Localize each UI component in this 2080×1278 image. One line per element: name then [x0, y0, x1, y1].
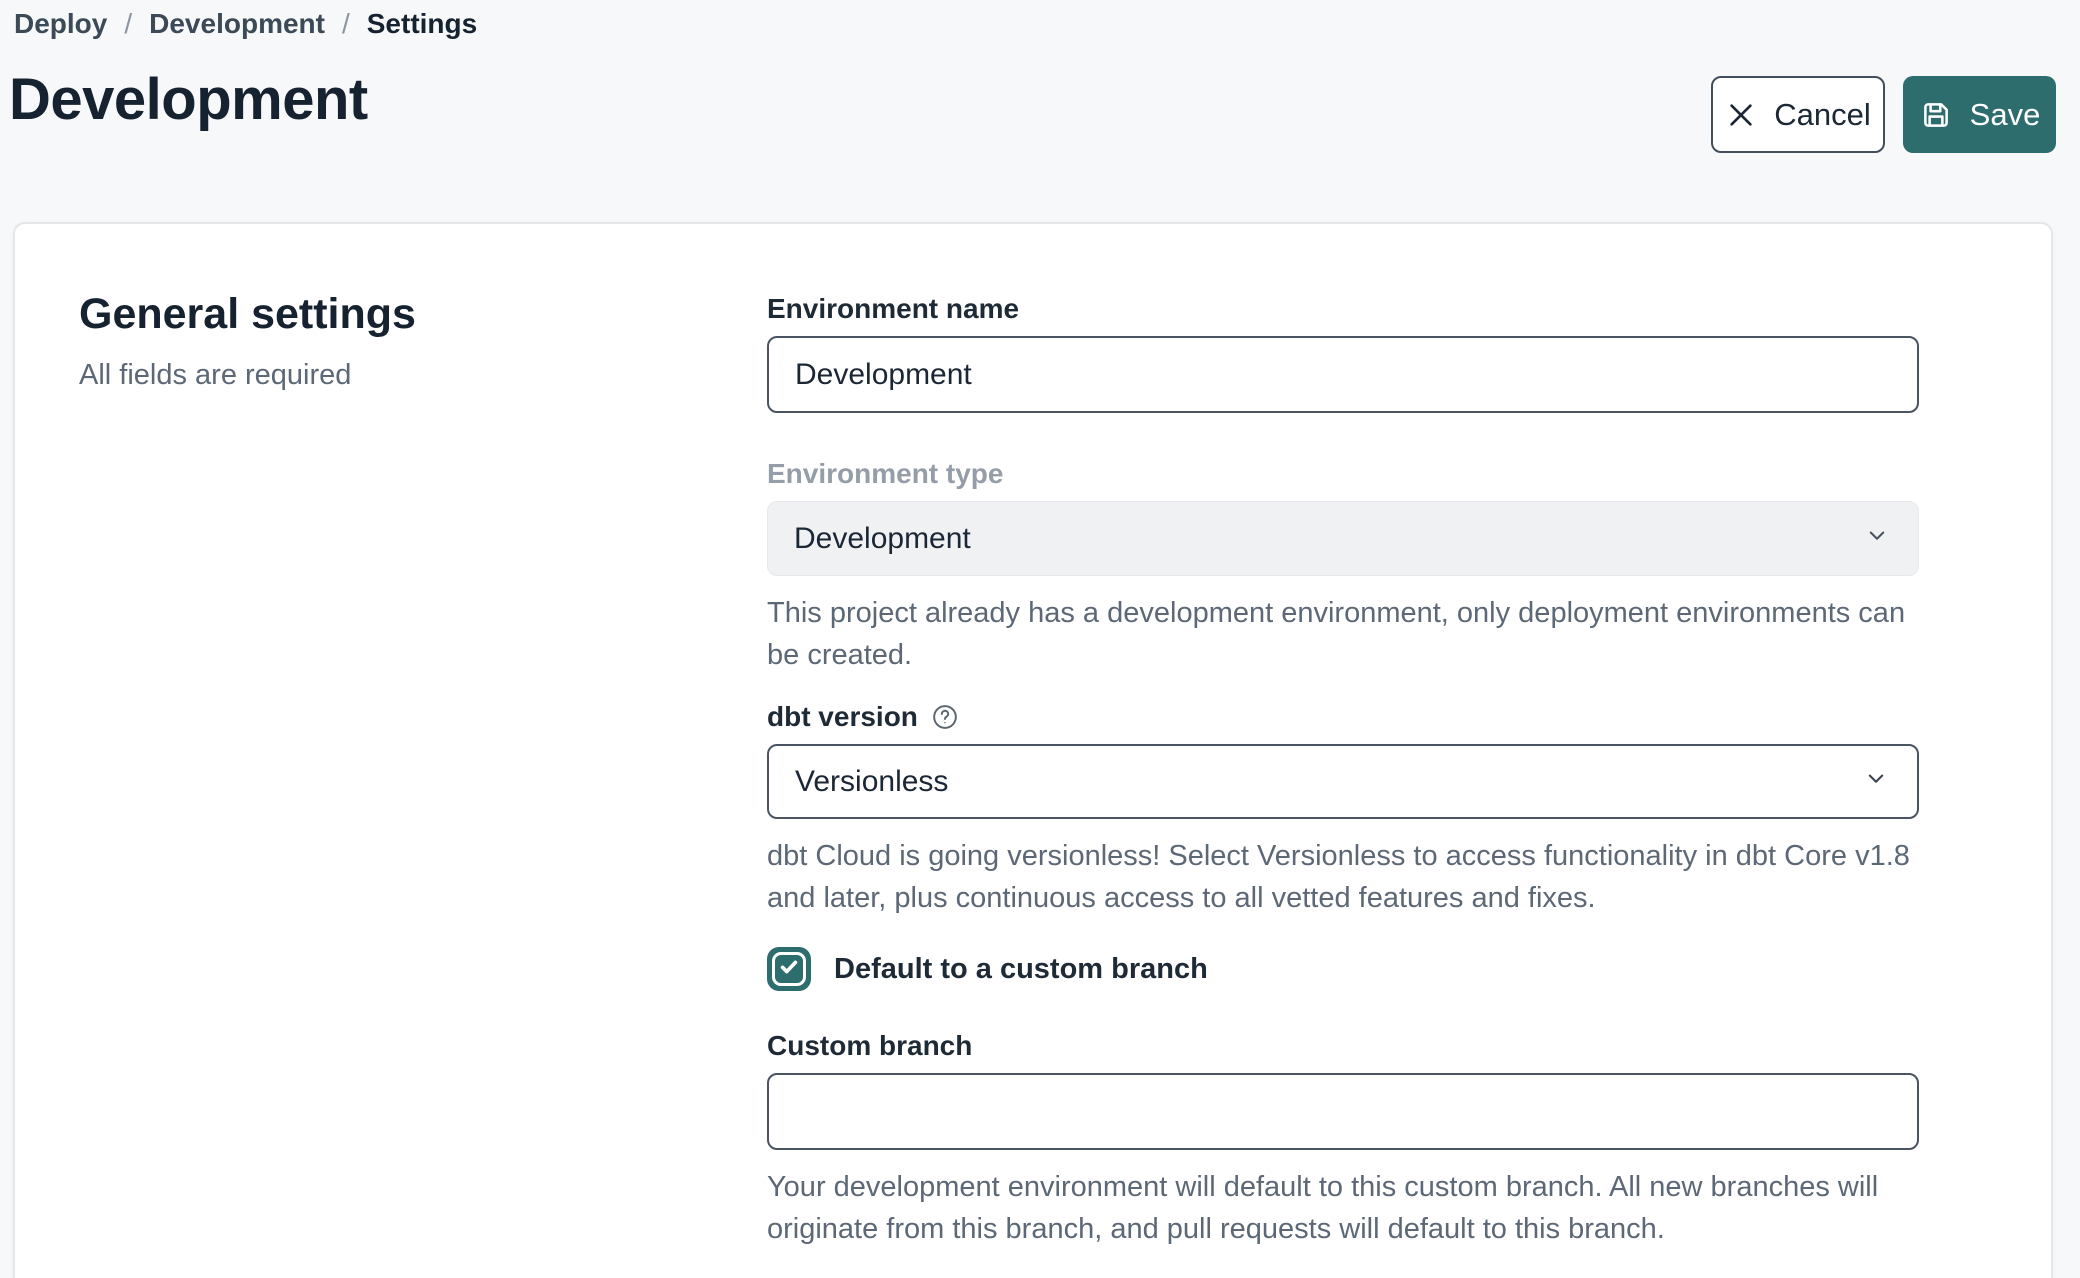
save-button[interactable]	[1903, 76, 2056, 153]
dbt-version-helper: dbt Cloud is going versionless! Select Versionless to access functionality in dbt Core v1.8 and later, plus continuous access to all vetted features and fixes.	[767, 840, 1910, 914]
breadcrumb-separator: /	[341, 8, 350, 39]
cancel-button-label: Cancel	[1774, 96, 1871, 132]
chevron-down-icon	[1861, 763, 1891, 801]
breadcrumb-separator: /	[124, 8, 133, 39]
close-icon	[1725, 99, 1757, 131]
environment-type-group	[767, 459, 1919, 676]
save-icon	[1919, 98, 1953, 132]
breadcrumb-deploy[interactable]: Deploy	[14, 8, 108, 39]
dbt-version-group	[767, 702, 1919, 919]
custom-branch-input[interactable]	[767, 1073, 1919, 1150]
custom-branch-group	[767, 1031, 1919, 1250]
settings-form	[767, 294, 1919, 1250]
dbt-version-label-text: dbt version	[767, 701, 918, 732]
checkmark-icon	[778, 956, 800, 983]
environment-type-select	[767, 501, 1919, 576]
header-actions	[1711, 76, 2056, 153]
section-title: General settings	[79, 290, 416, 338]
custom-branch-toggle-row	[767, 947, 1919, 991]
save-button-label: Save	[1969, 96, 2041, 132]
page-title: Development	[9, 67, 368, 132]
custom-branch-toggle-label: Default to a custom branch	[834, 952, 1208, 985]
environment-name-input[interactable]	[767, 336, 1919, 413]
cancel-button[interactable]	[1711, 76, 1885, 153]
environment-type-value: Development	[794, 521, 971, 555]
environment-type-helper: This project already has a development environment, only deployment environments can be created.	[767, 597, 1906, 671]
environment-type-label: Environment type	[767, 458, 1004, 489]
breadcrumb	[14, 8, 477, 40]
checkbox-ring	[772, 952, 806, 986]
help-icon[interactable]	[931, 703, 959, 731]
dbt-version-select[interactable]	[767, 744, 1919, 819]
breadcrumb-settings: Settings	[366, 8, 478, 39]
custom-branch-helper: Your development environment will default to this custom branch. All new branches will originate from this branch, and pull requests will default to this branch.	[767, 1171, 1879, 1245]
breadcrumb-development[interactable]: Development	[149, 8, 325, 39]
chevron-down-icon	[1862, 520, 1892, 558]
dbt-version-value: Versionless	[795, 764, 949, 798]
dbt-version-label	[767, 702, 1919, 732]
environment-name-label: Environment name	[767, 293, 1020, 324]
custom-branch-label: Custom branch	[767, 1030, 973, 1061]
environment-name-group	[767, 294, 1919, 413]
section-info	[79, 290, 416, 392]
custom-branch-checkbox[interactable]	[767, 947, 811, 991]
section-subtitle: All fields are required	[79, 359, 352, 391]
general-settings-card	[13, 222, 2053, 1278]
